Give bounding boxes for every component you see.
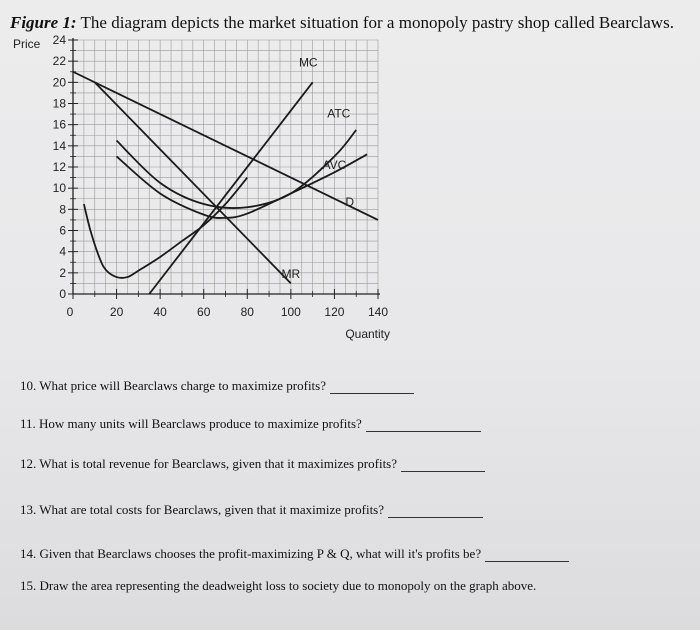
y-tick-label: 6 — [59, 223, 66, 238]
y-tick-label: 14 — [52, 138, 66, 153]
monopoly-chart — [0, 30, 420, 350]
series-label-mc: MC — [298, 55, 318, 70]
y-tick-label: 24 — [52, 33, 66, 47]
y-tick-label: 22 — [52, 54, 66, 69]
answer-blank-14[interactable] — [485, 560, 569, 562]
figure-label: Figure 1: — [10, 13, 77, 32]
question-15: 15. Draw the area representing the deadweight loss to society due to monopoly on the graph above. — [20, 578, 537, 593]
x-tick-label: 20 — [109, 305, 124, 319]
x-tick-label: 120 — [324, 305, 345, 319]
question-12: 12. What is total revenue for Bearclaws, given that it maximizes profits? — [20, 456, 485, 472]
y-tick-label: 0 — [59, 287, 66, 301]
y-tick-label: 16 — [52, 117, 66, 132]
question-13: 13. What are total costs for Bearclaws, given that it maximize profits? — [20, 502, 483, 518]
x-tick-label: 100 — [280, 305, 301, 319]
x-tick-label: 140 — [367, 305, 389, 319]
series-label-d: D — [345, 195, 355, 210]
x-axis-label: Quantity — [345, 327, 391, 341]
answer-blank-10[interactable] — [330, 392, 414, 394]
y-tick-label: 10 — [52, 181, 66, 196]
y-tick-label: 4 — [59, 244, 66, 259]
series-label-mr: MR — [281, 267, 301, 282]
y-tick-label: 8 — [59, 202, 66, 217]
x-tick-label: 40 — [153, 305, 167, 319]
answer-blank-12[interactable] — [401, 470, 485, 472]
y-tick-label: 18 — [52, 96, 66, 111]
x-tick-label: 0 — [66, 305, 74, 319]
answer-blank-13[interactable] — [388, 516, 483, 518]
y-axis-label: Price — [13, 37, 41, 51]
question-10: 10. What price will Bearclaws charge to maximize profits? — [20, 378, 414, 394]
figure-caption-text: The diagram depicts the market situation for a monopoly pastry shop called Bearclaws. — [80, 13, 674, 32]
curve-5 — [84, 178, 247, 278]
x-tick-label: 80 — [240, 305, 254, 319]
series-label-avc: AVC — [322, 158, 347, 173]
x-tick-label: 60 — [197, 305, 211, 319]
series-label-atc: ATC — [327, 106, 351, 121]
y-tick-label: 2 — [59, 265, 66, 280]
y-tick-label: 20 — [52, 75, 66, 90]
question-14: 14. Given that Bearclaws chooses the profit-maximizing P & Q, what will it's profits be? — [20, 546, 569, 562]
question-11: 11. How many units will Bearclaws produce to maximize profits? — [20, 416, 481, 432]
y-tick-label: 12 — [52, 160, 66, 174]
answer-blank-11[interactable] — [366, 430, 481, 432]
